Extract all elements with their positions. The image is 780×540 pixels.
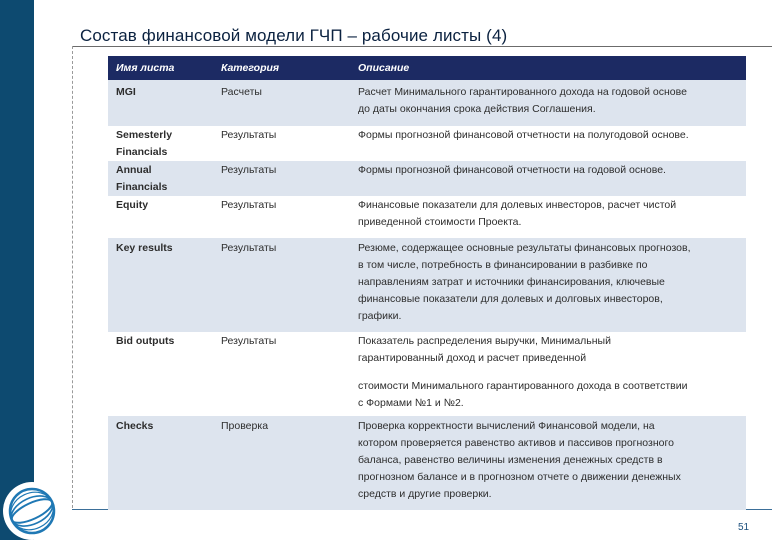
sheet-category: Результаты	[221, 129, 277, 141]
sheet-category: Результаты	[221, 164, 277, 176]
sheet-category: Результаты	[221, 335, 277, 347]
sheet-description-line: с Формами №1 и №2.	[358, 397, 464, 409]
table-row	[108, 416, 746, 510]
sheet-description-line: средств и другие проверки.	[358, 488, 492, 500]
sheet-description-line: графики.	[358, 310, 402, 322]
sheet-name: Financials	[116, 181, 168, 193]
worksheets-table	[108, 56, 746, 510]
sheet-description-line: в том числе, потребность в финансировании в разбивке по	[358, 259, 648, 271]
sheet-description-line: прогнозном балансе и в прогнозном отчете о движении денежных	[358, 471, 681, 483]
sheet-category: Результаты	[221, 242, 277, 254]
sheet-name: Semesterly	[116, 129, 173, 141]
sheet-name: Checks	[116, 420, 154, 432]
sheet-description-line: баланса, равенство величины изменения денежных средств в	[358, 454, 663, 466]
title-underline	[72, 46, 772, 47]
sheet-category: Результаты	[221, 199, 277, 211]
left-dashed-rule	[72, 46, 73, 508]
slide-title: Состав финансовой модели ГЧП – рабочие листы (4)	[80, 26, 508, 45]
sheet-description-line: гарантированный доход и расчет приведенной	[358, 352, 587, 364]
sheet-description-line: Резюме, содержащее основные результаты финансовых прогнозов,	[358, 242, 691, 254]
sheet-description-line: Формы прогнозной финансовой отчетности на полугодовой основе.	[358, 129, 689, 141]
line-gap	[358, 367, 738, 378]
table-row	[108, 161, 746, 196]
header-category: Категория	[221, 62, 280, 74]
sheet-name: Bid outputs	[116, 335, 175, 347]
sheet-name: Key results	[116, 242, 173, 254]
sheet-category: Расчеты	[221, 86, 262, 98]
sheet-description-line: Финансовые показатели для долевых инвесторов, расчет чистой	[358, 199, 677, 211]
table-row	[108, 238, 746, 332]
header-description: Описание	[358, 62, 410, 74]
table-row	[108, 196, 746, 238]
sheet-name: Equity	[116, 199, 149, 211]
sheet-name: MGI	[116, 86, 136, 98]
sheet-description-line: Проверка корректности вычислений Финансовой модели, на	[358, 420, 655, 432]
table-header-row	[108, 56, 746, 80]
sheet-description-line: направлениям затрат и источники финансирования, ключевые	[358, 276, 665, 288]
sheet-description-line: финансовые показатели для долевых и долговых инвесторов,	[358, 293, 663, 305]
sheet-description-line: Показатель распределения выручки, Минимальный	[358, 335, 611, 347]
sheet-description-line: Формы прогнозной финансовой отчетности на годовой основе.	[358, 164, 666, 176]
sheet-description-line: стоимости Минимального гарантированного дохода в соответствии	[358, 380, 688, 392]
sheet-description-line: Расчет Минимального гарантированного дохода на годовой основе	[358, 86, 687, 98]
sheet-name: Annual	[116, 164, 152, 176]
header-sheet-name: Имя листа	[116, 62, 175, 74]
sheet-description-line: до даты окончания срока действия Соглашения.	[358, 103, 596, 115]
sheet-name: Financials	[116, 146, 168, 158]
left-sidebar-bar	[0, 0, 34, 540]
sheet-category: Проверка	[221, 420, 269, 432]
sheet-description-line: приведенной стоимости Проекта.	[358, 216, 522, 228]
table-row	[108, 332, 746, 416]
table-row	[108, 80, 746, 126]
table-row	[108, 126, 746, 161]
globe-logo-icon	[7, 486, 57, 536]
sheet-description-line: котором проверяется равенство активов и пассивов прогнозного	[358, 437, 674, 449]
company-logo	[3, 482, 61, 540]
page-number: 51	[738, 522, 750, 533]
